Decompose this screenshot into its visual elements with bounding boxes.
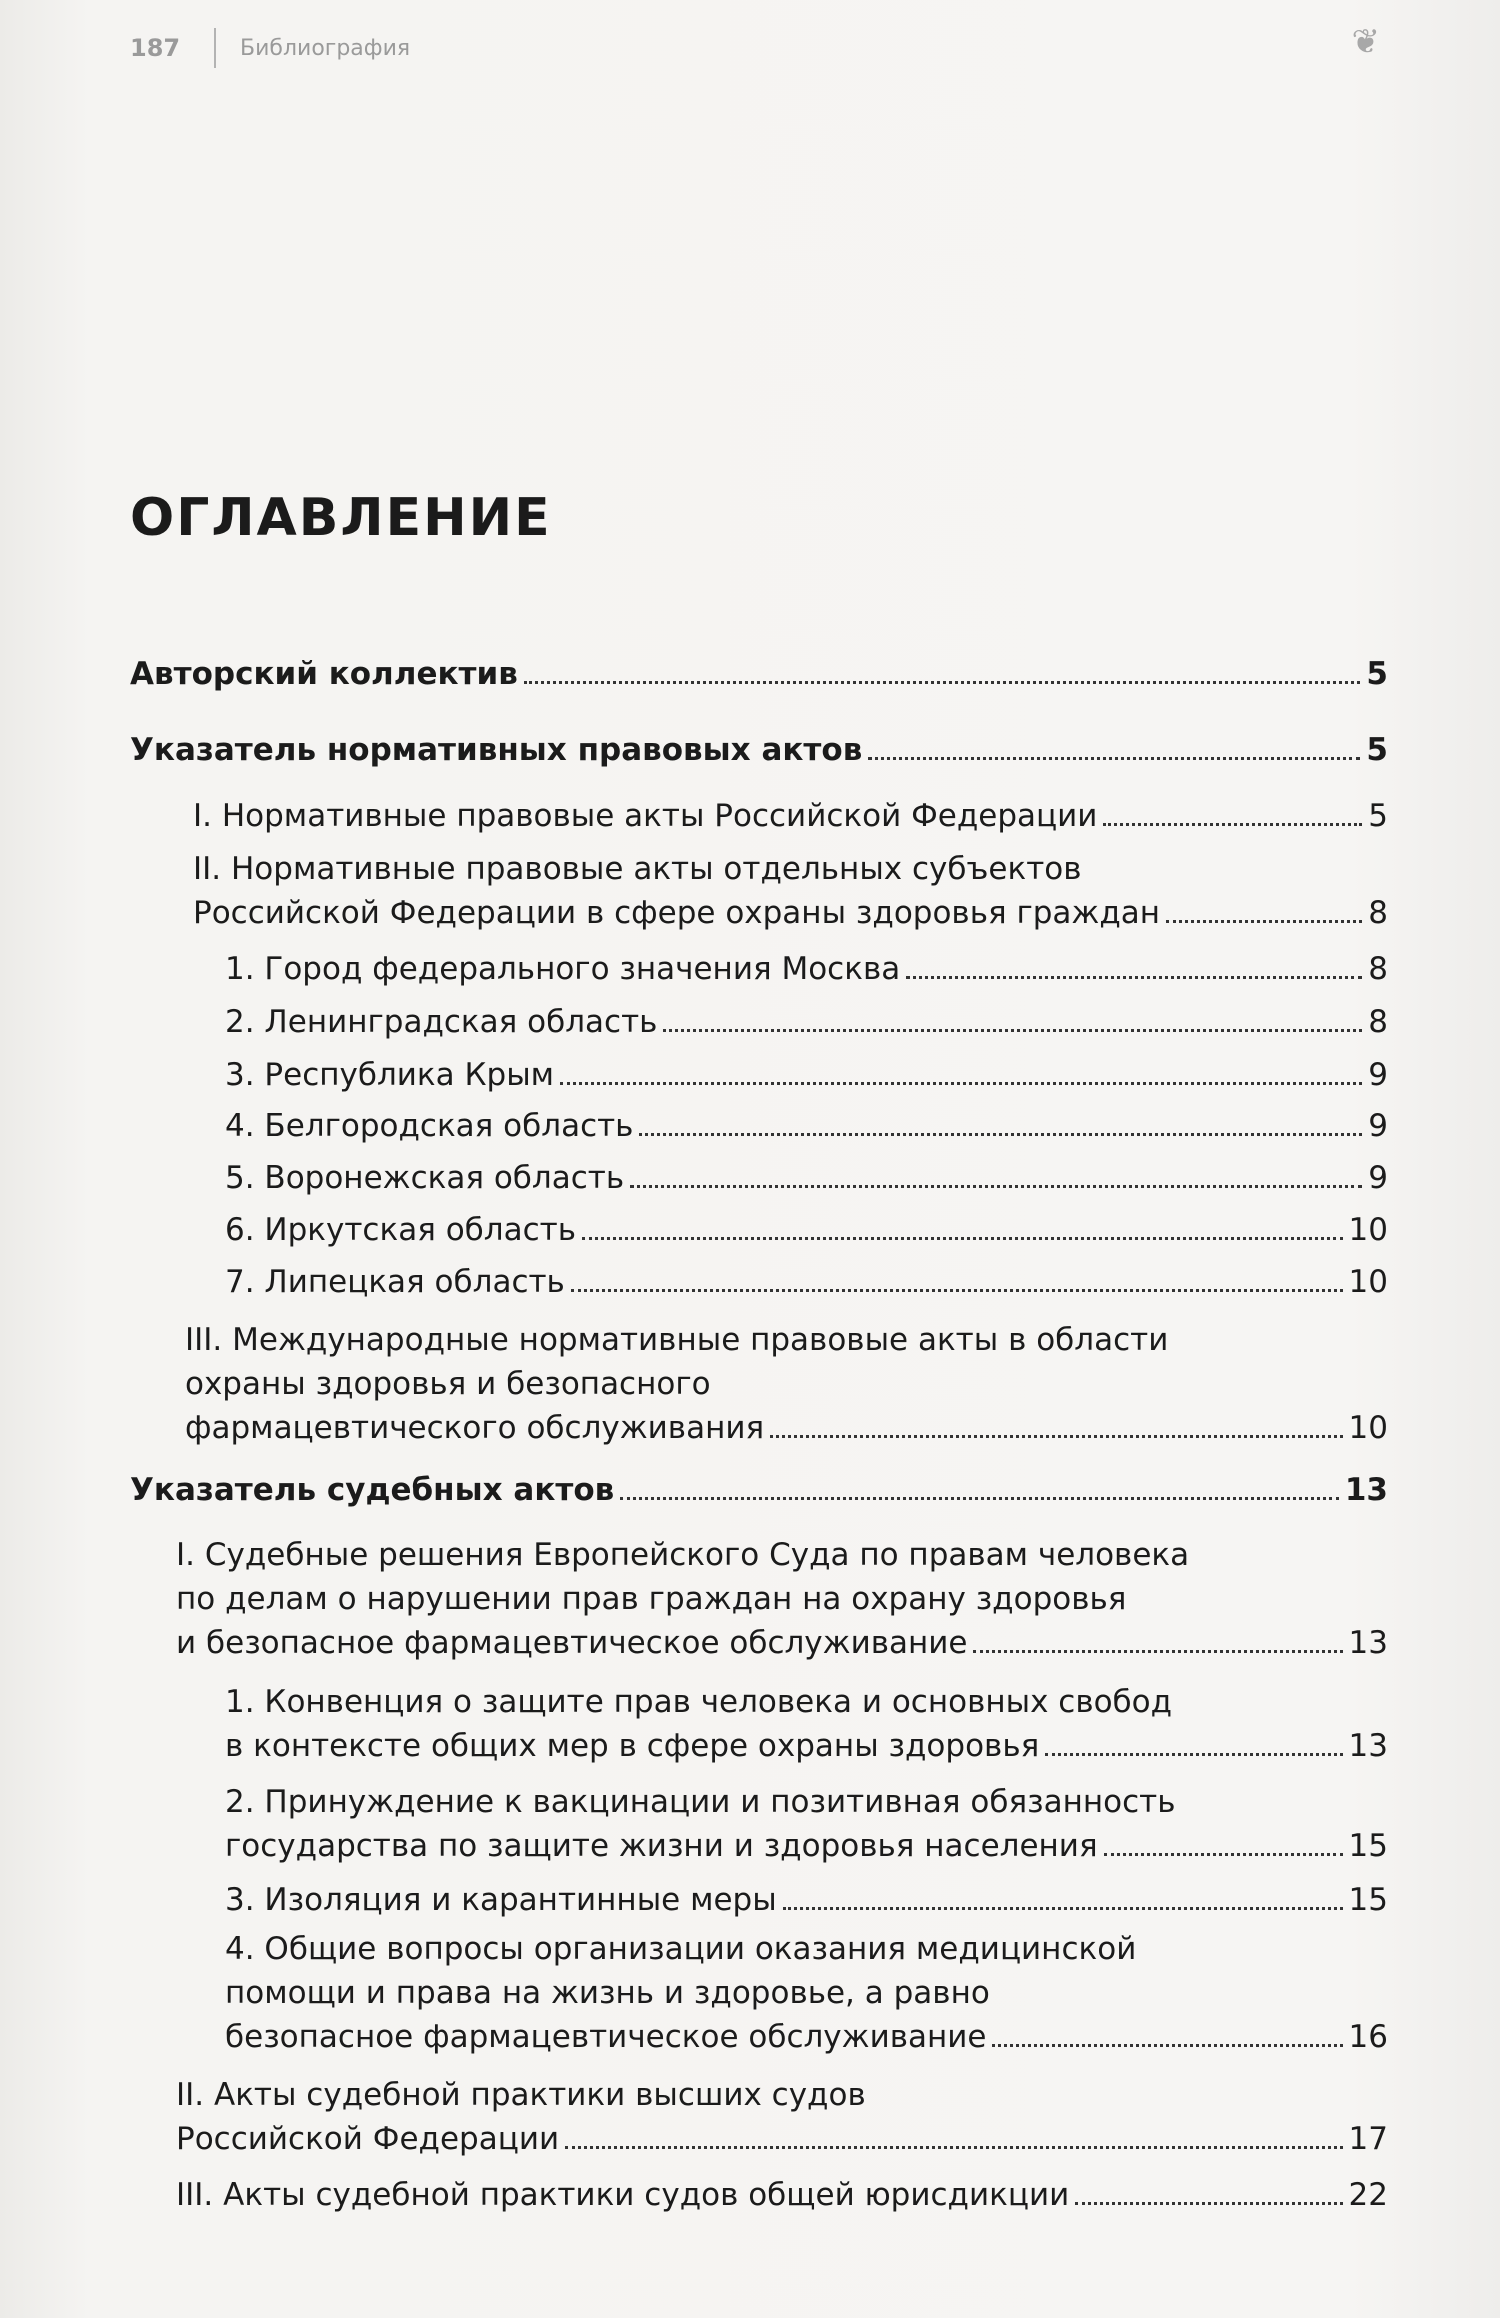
toc-entry-text: 4. Белгородская область [225, 1108, 634, 1144]
toc-entry-text: 3. Республика Крым [225, 1057, 555, 1093]
toc-entry-text: по делам о нарушении прав граждан на охрану здоровья [176, 1581, 1127, 1617]
toc-entry[interactable] [130, 1468, 1388, 1512]
toc-entry-text: Российской Федерации [176, 2121, 560, 2157]
toc-page-number: 13 [1344, 1472, 1388, 1508]
toc-leader-dots [973, 1650, 1342, 1653]
toc-entry[interactable] [176, 1533, 1388, 1665]
toc-leader-dots [992, 2044, 1342, 2047]
toc-leader-dots [1045, 1753, 1342, 1756]
toc-leader-dots [582, 1237, 1343, 1240]
toc-entry-text: 1. Конвенция о защите прав человека и основных свобод [225, 1684, 1173, 1720]
toc-leader-dots [565, 2146, 1342, 2149]
toc-entry-text: III. Акты судебной практики судов общей юрисдикции [176, 2177, 1070, 2213]
toc-entry-text: I. Судебные решения Европейского Суда по правам человека [176, 1537, 1190, 1573]
toc-leader-dots [663, 1029, 1362, 1032]
toc-leader-dots [571, 1289, 1343, 1292]
toc-leader-dots [1104, 1853, 1343, 1856]
toc-entry[interactable] [225, 1053, 1388, 1097]
toc-entry-text: 5. Воронежская область [225, 1160, 625, 1196]
toc-entry-text: I. Нормативные правовые акты Российской Федерации [193, 798, 1098, 834]
toc-page-number: 9 [1368, 1108, 1388, 1144]
toc-leader-dots [560, 1082, 1362, 1085]
toc-title: ОГЛАВЛЕНИЕ [130, 488, 552, 548]
toc-leader-dots [639, 1133, 1362, 1136]
toc-entry-text: 2. Ленинградская область [225, 1004, 658, 1040]
toc-entry-text: II. Акты судебной практики высших судов [176, 2077, 866, 2113]
toc-entry-text: Указатель судебных актов [130, 1472, 615, 1508]
toc-entry-text: помощи и права на жизнь и здоровье, а равно [225, 1975, 990, 2011]
toc-leader-dots [906, 976, 1362, 979]
toc-entry[interactable] [225, 1260, 1388, 1304]
toc-entry[interactable] [225, 1208, 1388, 1252]
toc-page-number: 10 [1348, 1410, 1388, 1446]
toc-entry[interactable] [130, 728, 1388, 772]
toc-leader-dots [1075, 2202, 1342, 2205]
toc-page-number: 13 [1348, 1625, 1388, 1661]
toc-entry[interactable] [176, 2073, 1388, 2161]
toc-page-number: 10 [1348, 1264, 1388, 1300]
toc-page-number: 22 [1348, 2177, 1388, 2213]
toc-entry-text: Авторский коллектив [130, 656, 518, 692]
toc-leader-dots [770, 1435, 1342, 1438]
toc-leader-dots [868, 757, 1360, 760]
toc-entry-text: 1. Город федерального значения Москва [225, 951, 901, 987]
toc-entry-text: 3. Изоляция и карантинные меры [225, 1882, 777, 1918]
toc-entry[interactable] [225, 1878, 1388, 1922]
toc-leader-dots [630, 1185, 1362, 1188]
toc-entry[interactable] [225, 947, 1388, 991]
toc-entry-text: 7. Липецкая область [225, 1264, 565, 1300]
toc-entry[interactable] [225, 1680, 1388, 1768]
toc-entry[interactable] [176, 2173, 1388, 2217]
header-page-number: 187 [130, 34, 181, 62]
bleed-through-text [120, 100, 1410, 160]
toc-page-number: 15 [1348, 1882, 1388, 1918]
toc-page-number: 13 [1348, 1728, 1388, 1764]
toc-leader-dots [1103, 823, 1362, 826]
toc-page-number: 5 [1366, 656, 1388, 692]
toc-entry[interactable] [193, 847, 1388, 935]
toc-page-number: 5 [1366, 732, 1388, 768]
toc-page-number: 10 [1348, 1212, 1388, 1248]
toc-entry[interactable] [193, 794, 1388, 838]
toc-page-number: 8 [1368, 951, 1388, 987]
toc-page-number: 9 [1368, 1057, 1388, 1093]
toc-entry-text: 6. Иркутская область [225, 1212, 576, 1248]
toc-entry-text: 4. Общие вопросы организации оказания медицинской [225, 1931, 1137, 1967]
toc-entry[interactable] [225, 1927, 1388, 2059]
toc-leader-dots [783, 1907, 1343, 1910]
toc-leader-dots [1166, 920, 1362, 923]
toc-entry-text: охраны здоровья и безопасного [185, 1366, 711, 1402]
header-separator [214, 28, 216, 68]
toc-entry-text: Российской Федерации в сфере охраны здоровья граждан [193, 895, 1161, 931]
toc-page-number: 9 [1368, 1160, 1388, 1196]
toc-entry-text: государства по защите жизни и здоровья населения [225, 1828, 1098, 1864]
toc-leader-dots [620, 1497, 1339, 1500]
toc-entry[interactable] [130, 652, 1388, 696]
publisher-logo-icon: ❦ [1351, 22, 1380, 62]
toc-page-number: 15 [1348, 1828, 1388, 1864]
toc-page-number: 8 [1368, 1004, 1388, 1040]
toc-entry[interactable] [225, 1000, 1388, 1044]
toc-entry-text: и безопасное фармацевтическое обслуживание [176, 1625, 968, 1661]
toc-page-number: 5 [1368, 798, 1388, 834]
header-section-title: Библиография [240, 36, 411, 61]
toc-entry-text: в контексте общих мер в сфере охраны здоровья [225, 1728, 1040, 1764]
toc-page-number: 16 [1348, 2019, 1388, 2055]
toc-entry-text: 2. Принуждение к вакцинации и позитивная обязанность [225, 1784, 1176, 1820]
toc-entry[interactable] [225, 1780, 1388, 1868]
toc-entry[interactable] [225, 1104, 1388, 1148]
toc-page-number: 8 [1368, 895, 1388, 931]
toc-entry-text: II. Нормативные правовые акты отдельных субъектов [193, 851, 1082, 887]
toc-entry-text: фармацевтического обслуживания [185, 1410, 765, 1446]
toc-leader-dots [524, 681, 1361, 684]
toc-entry-text: безопасное фармацевтическое обслуживание [225, 2019, 987, 2055]
toc-entry-text: Указатель нормативных правовых актов [130, 732, 863, 768]
toc-page-number: 17 [1348, 2121, 1388, 2157]
toc-entry[interactable] [185, 1318, 1388, 1450]
running-header [130, 22, 1380, 72]
toc-entry[interactable] [225, 1156, 1388, 1200]
toc-entry-text: III. Международные нормативные правовые акты в области [185, 1322, 1169, 1358]
